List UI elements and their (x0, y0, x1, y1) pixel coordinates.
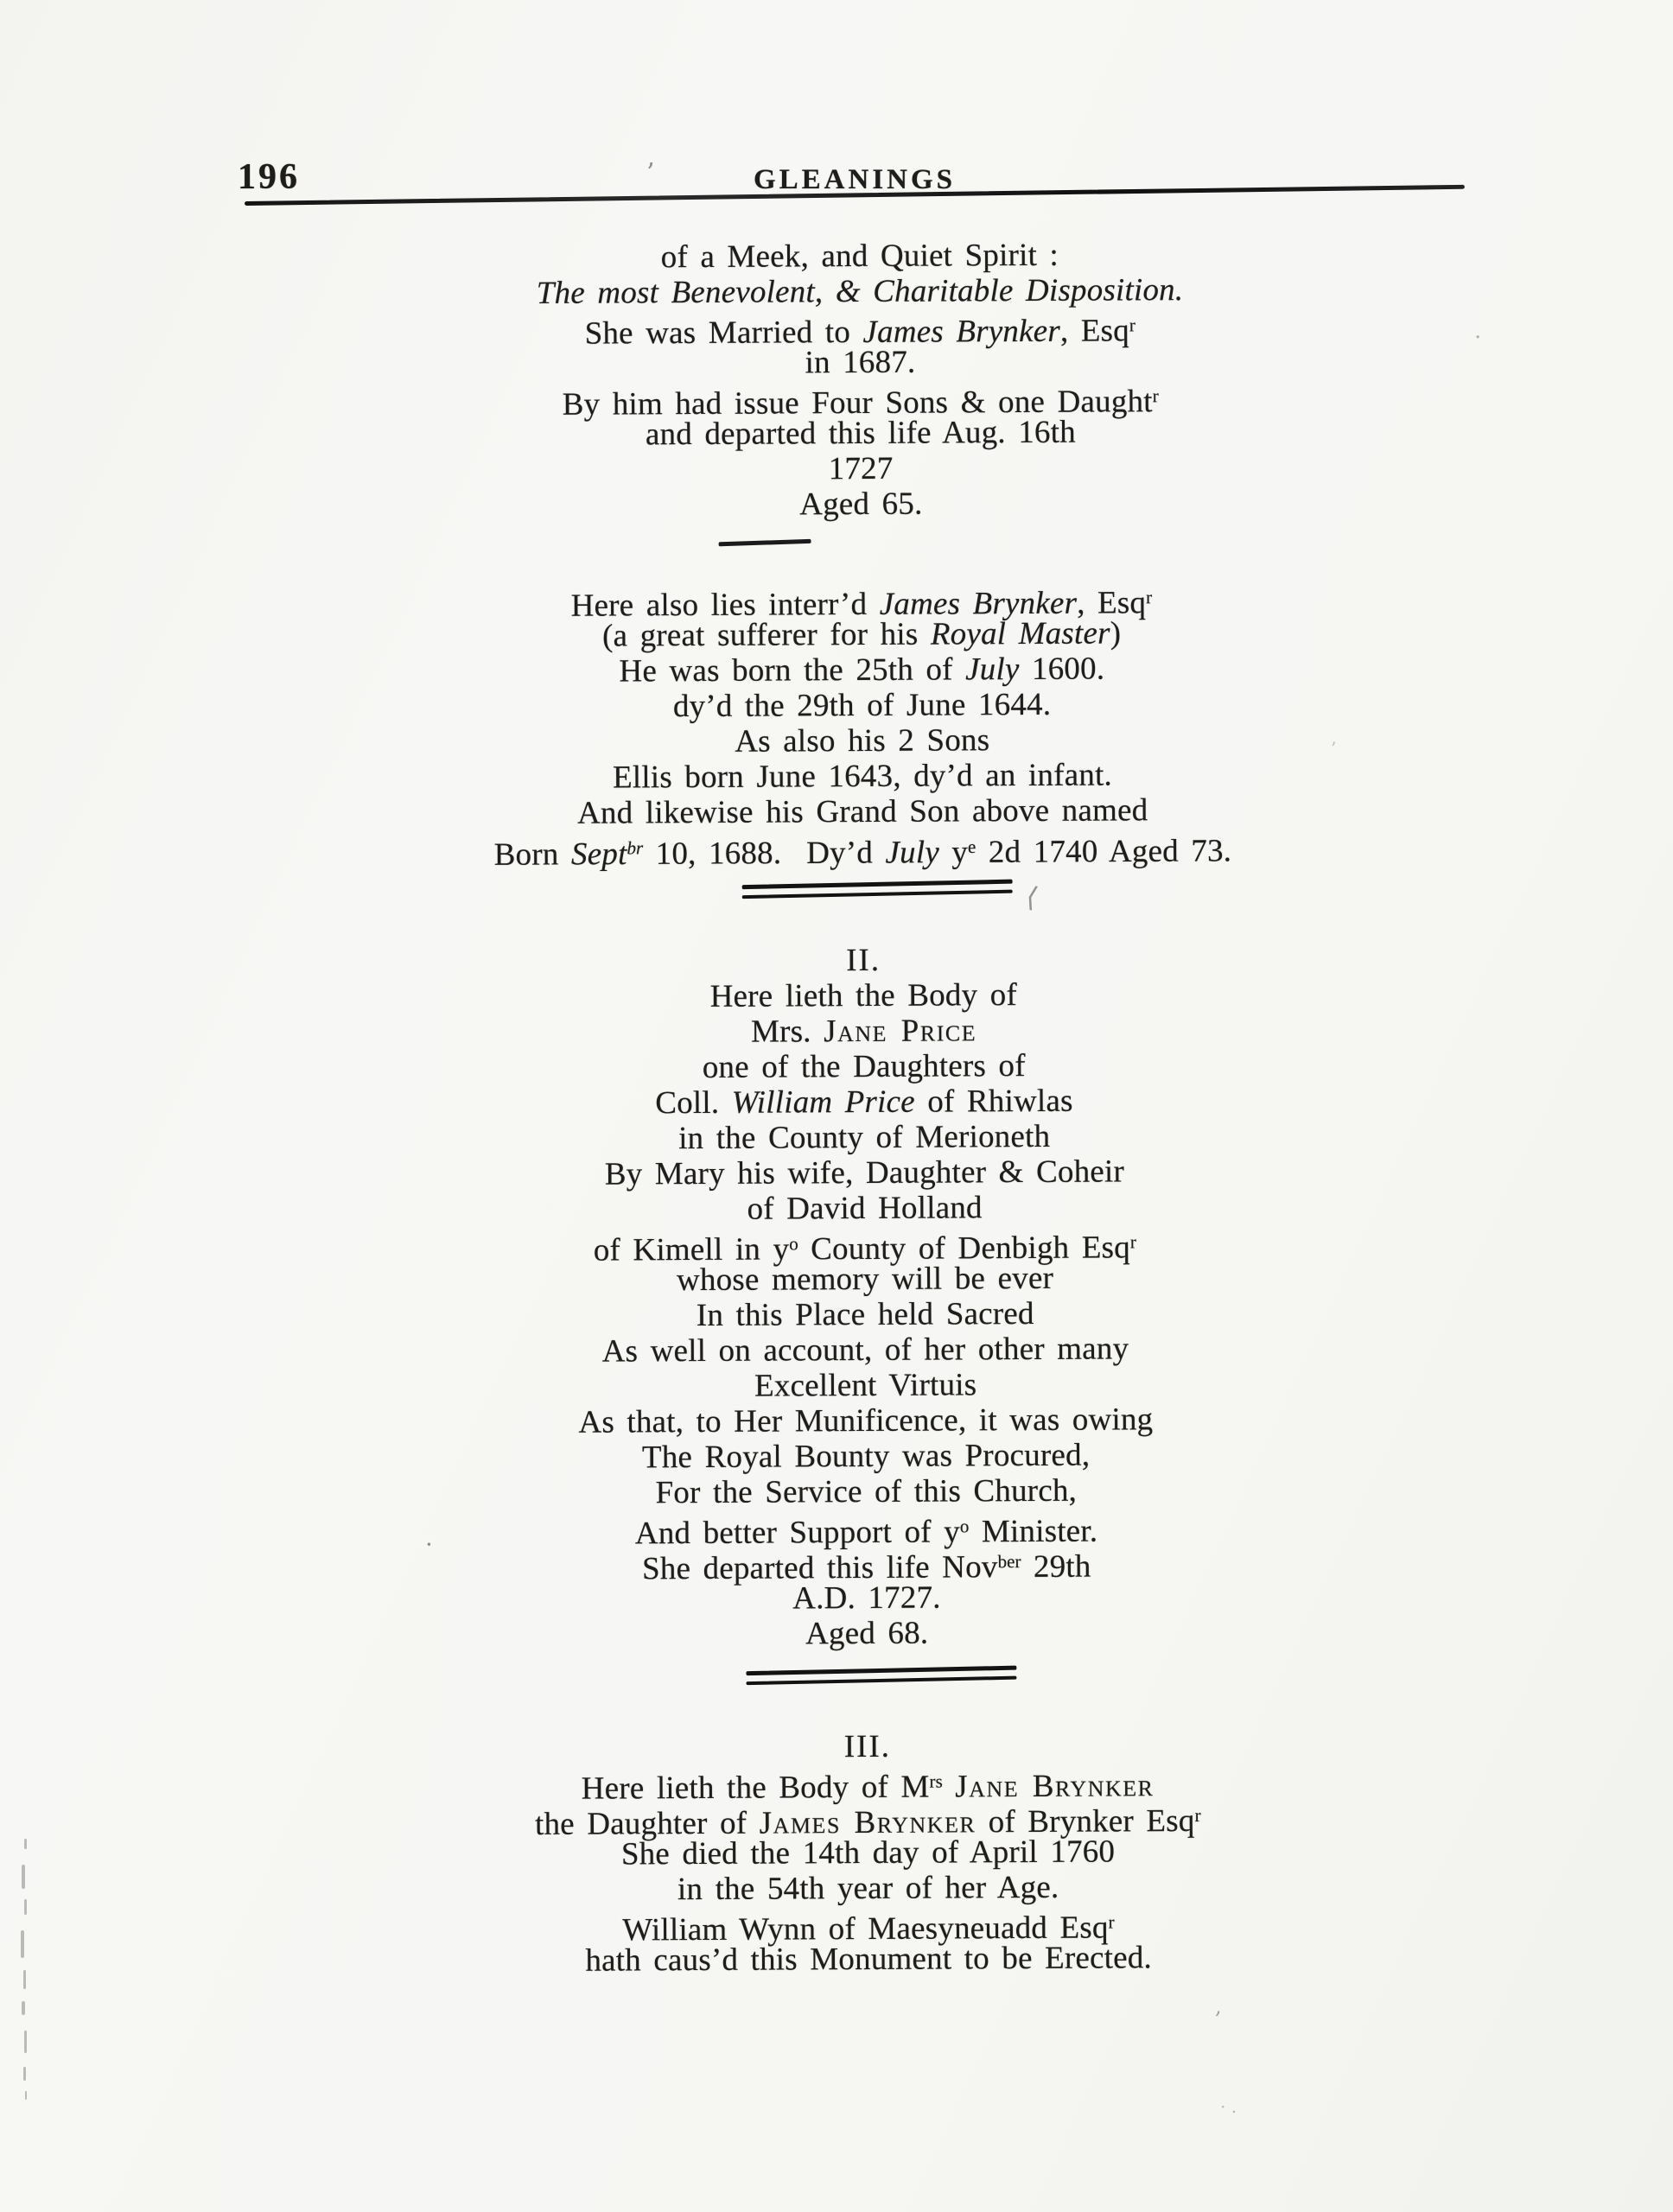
text-line: A.D. 1727. (792, 1580, 941, 1617)
text-line: And likewise his Grand Son above named (576, 792, 1148, 831)
text-line: As that, to Her Munificence, it was owing (578, 1402, 1154, 1440)
text-line: Ellis born June 1643, dy’d an infant. (612, 757, 1113, 796)
text-line: She departed this life Nov$^{ber}$ 29th (641, 1548, 1091, 1587)
page-number: 196 (238, 157, 300, 197)
scan-artifact (24, 1899, 27, 1915)
text-line: Here lieth the Body of $M^{rs}$ Jane Brynker (581, 1768, 1155, 1807)
scan-artifact: · (425, 1530, 433, 1559)
text-line: of David Holland (747, 1190, 983, 1227)
section-divider-double (30, 1664, 1673, 1733)
text-line: 1727 (828, 450, 894, 487)
text-line: (a great sufferer for his Royal Master) (601, 615, 1122, 654)
text-line: Mrs. Jane Price (750, 1013, 977, 1050)
text-line: Here also lies interr’d James Brynker, Esq$^r$ (570, 585, 1153, 624)
scan-artifact: ’ (646, 158, 655, 188)
text-line: Aged 65. (799, 486, 923, 523)
text-line: As well on account, of her other many (601, 1331, 1129, 1370)
scan-artifact (25, 2091, 27, 2100)
text-line: hath caus’d this Monument to be Erected. (585, 1940, 1153, 1979)
running-header: GLEANINGS (753, 164, 957, 195)
text-line: in the 54th year of her Age. (677, 1869, 1059, 1908)
text-line: Excellent Virtuis (754, 1367, 977, 1404)
text-line: whose memory will be ever (676, 1260, 1054, 1299)
text-line: He was born the 25th of July 1600. (619, 651, 1105, 690)
text-line: The Royal Bounty was Procured, (641, 1437, 1091, 1476)
scan-artifact (21, 1930, 24, 1958)
text-line: in the County of Merioneth (678, 1118, 1051, 1157)
text-line: one of the Daughters of (702, 1048, 1026, 1085)
text-line: dy’d the 29th of June 1644. (672, 686, 1052, 725)
text-line: In this Place held Sacred (696, 1295, 1034, 1334)
text-line: Born Sept$^{br}$ 10, 1688. Dy’d July $y^e$ 2d 1740 Aged 73. (493, 833, 1232, 873)
text-line: And better Support of $y^o$ Minister. (634, 1513, 1098, 1552)
scan-artifact: ’ (1331, 738, 1337, 759)
text-line: By him had issue Four Sons & one Daught$^r$ (562, 384, 1159, 423)
scan-artifact (22, 1865, 25, 1889)
scan-artifact: · . (1220, 2096, 1237, 2117)
scan-artifact (22, 2001, 25, 2015)
section-divider-single (25, 536, 1673, 586)
text-line: Aged 68. (805, 1615, 929, 1652)
scan-artifact: , (1215, 1994, 1222, 2018)
text-line: As also his 2 Sons (735, 722, 990, 760)
scan-artifact (23, 2067, 26, 2081)
text-line: in 1687. (805, 344, 916, 381)
section-heading-ii: II. (846, 942, 881, 979)
text-line: Coll. William Price of Rhiwlas (655, 1083, 1073, 1122)
scan-artifact (24, 2031, 27, 2053)
text-line: By Mary his wife, Daughter & Coheir (604, 1154, 1125, 1192)
scan-artifact (23, 1970, 26, 1989)
epitaph-text-column (23, 234, 1673, 1981)
text-line: She died the 14th day of April 1760 (620, 1834, 1116, 1872)
text-line: of Kimell in $y^o$ County of Denbigh Esq$^r$ (593, 1230, 1136, 1268)
text-line: The most Benevolent, & Charitable Disposition. (536, 272, 1184, 311)
text-line: For the Service of this Church, (655, 1472, 1078, 1511)
text-line: and departed this life Aug. 16th (645, 414, 1076, 453)
text-line: She was Married to James Brynker, Esq$^r$ (584, 313, 1135, 352)
scan-artifact (24, 1839, 27, 1849)
scan-artifact: ⟨ (1022, 880, 1041, 914)
text-line: William Wynn of Maesyneuadd Esq$^r$ (622, 1910, 1115, 1948)
scan-artifact: · (1474, 325, 1482, 351)
text-line: of a Meek, and Quiet Spirit : (660, 237, 1059, 276)
text-line: the Daughter of James Brynker of Brynker Esq$^r$ (534, 1802, 1201, 1842)
section-heading-iii: III. (843, 1728, 892, 1765)
text-line: Here lieth the Body of (709, 977, 1018, 1014)
section-divider-double (27, 878, 1673, 947)
